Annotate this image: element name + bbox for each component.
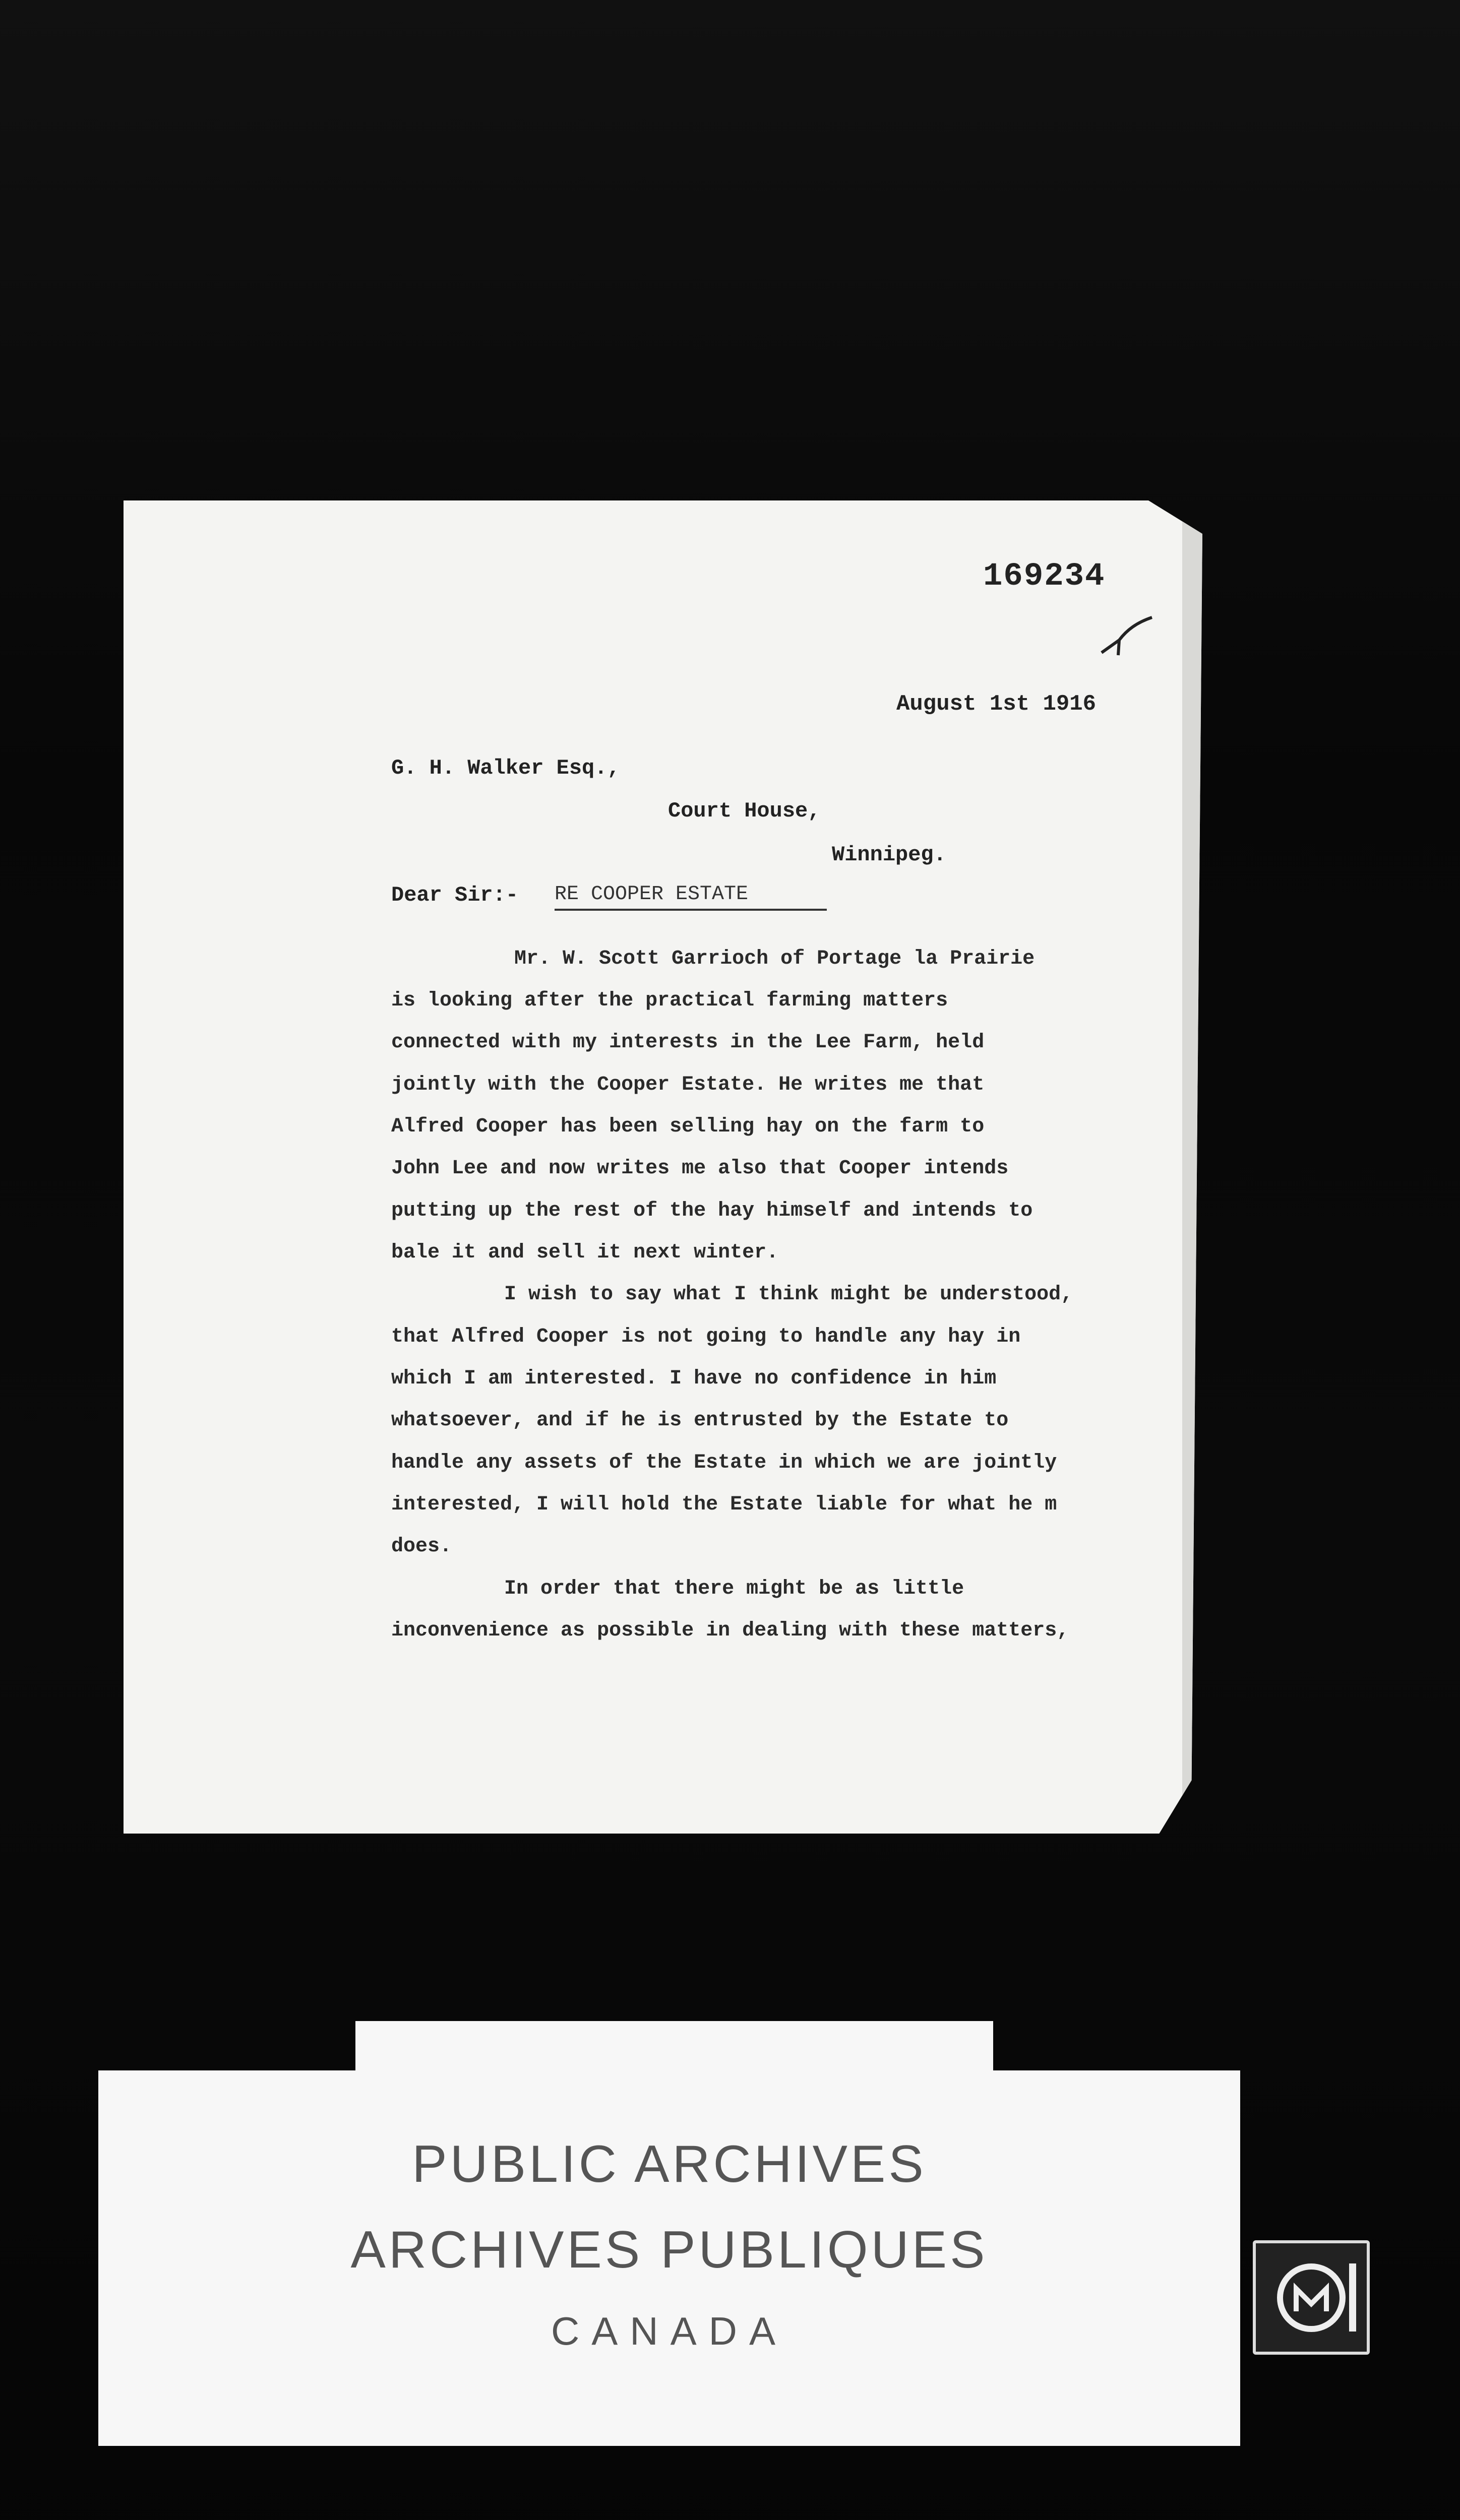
body-line: whatsoever, and if he is entrusted by the Estate to: [391, 1409, 1009, 1432]
body-line: putting up the rest of the hay himself and intends to: [391, 1200, 1033, 1222]
body-line: Alfred Cooper has been selling hay on the farm to: [391, 1115, 985, 1138]
body-line: John Lee and now writes me also that Cooper intends: [391, 1157, 1009, 1180]
addressee-line-2: Court House,: [668, 799, 821, 823]
body-line: I wish to say what I think might be understood,: [504, 1283, 1073, 1306]
archive-card-line-1: PUBLIC ARCHIVES: [412, 2135, 927, 2193]
body-line: connected with my interests in the Lee Farm, held: [391, 1031, 985, 1054]
body-line: does.: [391, 1535, 452, 1558]
addressee-line-3: Winnipeg.: [832, 843, 946, 867]
body-line: interested, I will hold the Estate liable for what he m: [391, 1493, 1057, 1516]
body-line: bale it and sell it next winter.: [391, 1241, 779, 1264]
addressee-name: G. H. Walker Esq.,: [391, 756, 620, 780]
document-number: 169234: [983, 558, 1106, 595]
handwritten-tick-icon: [1099, 610, 1154, 660]
archive-card-line-3: CANADA: [551, 2309, 788, 2353]
archives-logo-icon: [1253, 2240, 1370, 2355]
body-line: handle any assets of the Estate in which we are jointly: [391, 1452, 1057, 1474]
body-line: Mr. W. Scott Garrioch of Portage la Prairie: [514, 948, 1035, 970]
subject-line: RE COOPER ESTATE: [555, 883, 827, 911]
body-line: jointly with the Cooper Estate. He writes me that: [391, 1074, 985, 1096]
body-line: inconvenience as possible in dealing with these matters,: [391, 1619, 1069, 1642]
archive-card-line-2: ARCHIVES PUBLIQUES: [350, 2221, 988, 2279]
body-line: that Alfred Cooper is not going to handle any hay in: [391, 1326, 1021, 1348]
body-line: which I am interested. I have no confidence in him: [391, 1367, 997, 1390]
body-line: is looking after the practical farming matters: [391, 989, 948, 1012]
salutation: Dear Sir:-: [391, 883, 519, 907]
letter-date: August 1st 1916: [896, 691, 1097, 717]
body-line: In order that there might be as little: [504, 1578, 964, 1600]
